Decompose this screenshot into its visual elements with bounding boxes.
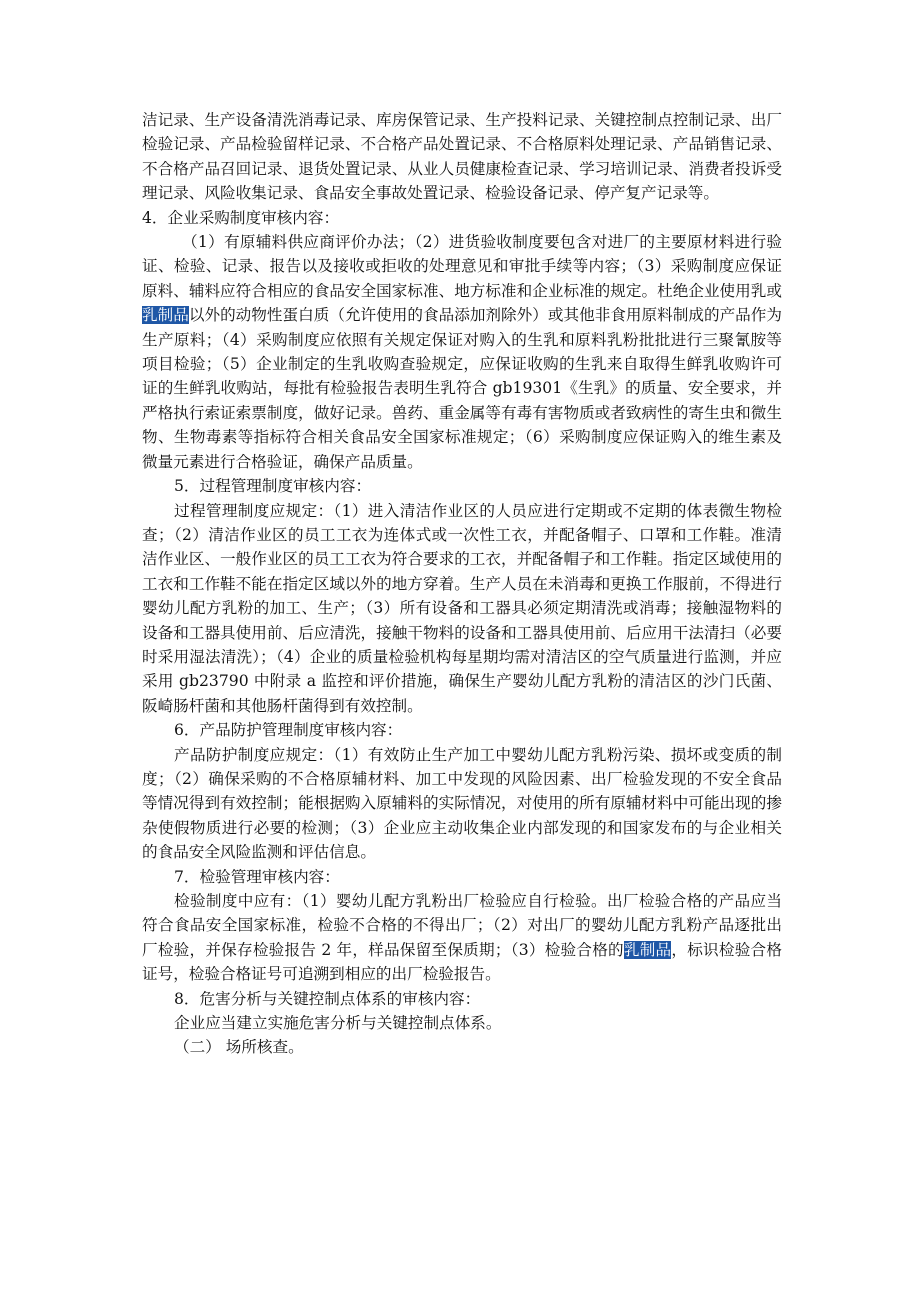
section-heading-5 <box>142 474 782 498</box>
section-heading-4 <box>142 206 782 230</box>
paragraph-text: 企业应当建立实施危害分析与关键控制点体系。 <box>174 1014 502 1033</box>
heading-text: 6．产品防护管理制度审核内容： <box>174 721 403 740</box>
heading-text: 4．企业采购制度审核内容： <box>142 208 340 227</box>
document-body <box>142 108 782 1060</box>
paragraph-text: （1）有原辅料供应商评价办法；（2）进货验收制度要包含对进厂的主要原材料进行验证、检验、记录、报告以及接收或拒收的处理意见和审批手续等内容；（3）采购制度应保证原料、辅料应符合相应的食品安全国家标准、地方标准和企业标准的规定。杜绝企业使用乳或 <box>142 233 782 300</box>
section-heading-7 <box>142 865 782 889</box>
paragraph-product-protection <box>142 743 782 865</box>
heading-text: 5．过程管理制度审核内容： <box>174 477 372 496</box>
paragraph-text: ，标识检验合格证号，检验合格证号可追溯到相应的出厂检验报告。 <box>142 940 782 984</box>
heading-text: （二） 场所核查。 <box>174 1038 304 1057</box>
paragraph-procurement <box>142 230 782 474</box>
section-heading-8 <box>142 987 782 1011</box>
paragraph-text: 洁记录、生产设备清洗消毒记录、库房保管记录、生产投料记录、关键控制点控制记录、出厂检验记录、产品检验留样记录、不合格产品处置记录、不合格原料处理记录、产品销售记录、不合格产品召回记录、退货处置记录、从业人员健康检查记录、学习培训记录、消费者投诉受理记录、风险收集记录、食品安全事故处置记录、检验设备记录、停产复产记录等。 <box>142 111 782 203</box>
paragraph-text: 以外的动物性蛋白质（允许使用的食品添加剂除外）或其他非食用原料制成的产品作为生产原料；（4）采购制度应依照有关规定保证对购入的生乳和原料乳粉批批进行三聚氰胺等项目检验；（5）企业制定的生乳收购查验规定，应保证收购的生乳来自取得生鲜乳收购许可证的生鲜乳收购站，每批有检验报告表明生乳符合 gb19301《生乳》的质量、安全要求，并严格执行索证索票制度，做好记录。兽药、重金属等有毒有害物质或者致病性的寄生虫和微生物、生物毒素等指标符合相关食品安全国家标准规定；（6）采购制度应保证购入的维生素及微量元素进行合格验证，确保产品质量。 <box>142 306 782 471</box>
heading-text: 7．检验管理审核内容： <box>174 867 340 886</box>
paragraph-records-list <box>142 108 782 206</box>
paragraph-text: 过程管理制度应规定：（1）进入清洁作业区的人员应进行定期或不定期的体表微生物检查；（2）清洁作业区的员工工衣为连体式或一次性工衣，并配备帽子、口罩和工作鞋。准清洁作业区、一般作业区的员工工衣为符合要求的工衣，并配备帽子和工作鞋。指定区域使用的工衣和工作鞋不能在指定区域以外的地方穿着。生产人员在未消毒和更换工作服前，不得进行婴幼儿配方乳粉的加工、生产；（3）所有设备和工器具必须定期清洗或消毒；接触湿物料的设备和工器具使用前、后应清洗，接触干物料的设备和工器具使用前、后应用干法清扫（必要时采用湿法清洗）；（4）企业的质量检验机构每星期均需对清洁区的空气质量进行监测，并应采用 gb23790 中附录 a 监控和评价措施，确保生产婴幼儿配方乳粉的清洁区的沙门氏菌、阪崎肠杆菌和其他肠杆菌得到有效控制。 <box>142 501 782 715</box>
heading-text: 8．危害分析与关键控制点体系的审核内容： <box>174 989 481 1008</box>
paragraph-inspection <box>142 889 782 987</box>
section-heading-6 <box>142 718 782 742</box>
highlighted-term: 乳制品 <box>142 306 189 325</box>
paragraph-haccp <box>142 1011 782 1035</box>
paragraph-process-management <box>142 499 782 719</box>
highlighted-term: 乳制品 <box>623 940 672 959</box>
paragraph-text: 检验制度中应有：（1）婴幼儿配方乳粉出厂检验应自行检验。出厂检验合格的产品应当符合食品安全国家标准，检验不合格的不得出厂；（2）对出厂的婴幼儿配方乳粉产品逐批出厂检验，并保存检验报告 2 年，样品保留至保质期；（3）检验合格的 <box>142 892 782 959</box>
paragraph-text: 产品防护制度应规定：（1）有效防止生产加工中婴幼儿配方乳粉污染、损坏或变质的制度；（2）确保采购的不合格原辅材料、加工中发现的风险因素、出厂检验发现的不安全食品等情况得到有效控制；能根据购入原辅料的实际情况，对使用的所有原辅材料中可能出现的掺杂使假物质进行必要的检测；（3）企业应主动收集企业内部发现的和国家发布的与企业相关的食品安全风险监测和评估信息。 <box>142 745 782 862</box>
section-heading-site-inspection <box>142 1035 782 1059</box>
